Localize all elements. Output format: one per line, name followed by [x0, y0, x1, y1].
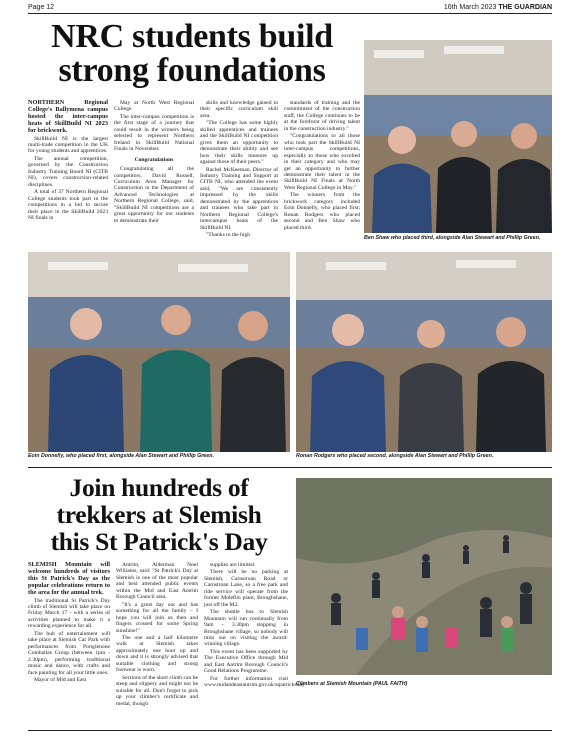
- photo-slemish-climbers: [296, 478, 552, 675]
- paragraph: "It's a great day out and has something for all the family – I hope you will join us then and fingers crossed for some Spring sunshine!": [116, 601, 198, 634]
- paragraph: Mayor of Mid and East: [34, 676, 87, 683]
- story1-headline: [28, 20, 356, 88]
- story1-column-2: [114, 100, 194, 248]
- paragraph: Congratulating all the competitors, David Russell, Curriculum Area Manager for Construction in the Department of Advanced Technologies at Northern Regional College, said, "SkillBuild NI competitions are a great opportunity for our students to demonstrate their: [114, 166, 194, 224]
- paragraph: There will be no parking at Slemish, Carnstroan Road or Carnstroan Lane, so a free park and ride service will operate from the former Moleflin plant, Broughshane, just off the M2.: [204, 569, 288, 608]
- paragraph: This event has been supported by The Executive Office through Mid and East Antrim Borough Council's Good Relations Programme.: [204, 648, 288, 675]
- paragraph: The traditional St Patrick's Day climb of Slemish will take place on Friday March 17 - with a series of activities planned to make it a rewarding experience for all.: [28, 597, 110, 630]
- paragraph: "Thanks to the high: [206, 232, 251, 239]
- photo-ronan-rodgers: [296, 252, 552, 452]
- paragraph: "The College has some highly skilled apprentices and trainees and the SkillBuild NI competition gives them an opportunity to demonstrate their ability and see how their skills measure up against those of their peers.": [200, 120, 278, 166]
- paragraph: The winners from the brickwork category included Eoin Donnelly, who placed first; Ronan Rodgers who placed second and Ben Shaw who placed third.: [284, 192, 360, 231]
- paragraph: For further information visit www.midandeastantrim.gov.uk/stpatricksday: [204, 675, 305, 689]
- paragraph: "Congratulations to all those who took part the SkillBuild NI inter-campus competitions, especially to those who excelled in their category and who may get an opportunity to further demonstrate their talent in the SkillBuild NI Finals at North West Regional College in May.": [284, 133, 360, 191]
- paragraph: skills and knowledge gained in their specific curriculum skill area.: [200, 100, 278, 119]
- story2-headline-line2: trekkers at Slemish: [56, 500, 262, 529]
- story2-column-2: [116, 562, 198, 730]
- story2-standfirst: SLEMISH Mountain will welcome hundreds of visitors this St Patrick's Day as the popular celebrations return to the area for the annual trek.: [28, 561, 110, 596]
- paragraph: A total of 37 Northern Regional College students took part in the competitions in a bid to secure their place in the SkillBuild 2023 NI finals in: [28, 189, 108, 221]
- footer-rule: [28, 730, 552, 731]
- paragraph: The one and a half kilometre walk at Slemish takes approximately one hour up and down and it is strongly advised that suitable clothing and strong footwear is worn.: [116, 634, 198, 674]
- paragraph: SkillBuild NI is the largest multi-trade competition in the UK for young students and apprentices.: [28, 135, 108, 155]
- paragraph: Rachel McKeeman, Director of Industry Training and Support at CITB NI, who attended the event said, "We are consistently impressed by the skills demonstrated by the apprentices and trainees who take part in Northern Regional College's intercampus heats of the SkillBuild NI.: [200, 166, 278, 231]
- story1-column-3: [200, 100, 278, 248]
- paragraph: Sections of the short climb can be steep and slippery and might not be suitable for all. Don't forget to pick up your climber's certificate and medal, though: [116, 674, 198, 707]
- header-rule: [28, 13, 552, 14]
- story2-headline: [28, 474, 290, 555]
- caption-slemish: Climbers at Slemish Mountain (PAUL FAITH): [296, 681, 408, 687]
- story1-headline-line1: NRC students build: [51, 18, 333, 55]
- paragraph: standards of training and the commitment of the construction staff, the College continues to be at the forefront of driving talent in the construction industry.": [284, 100, 360, 132]
- page-number: Page 12: [28, 4, 55, 11]
- caption-ben-shaw: Ben Shaw who placed third, alongside Alan Stewart and Phillip Green.: [364, 235, 541, 241]
- paragraph: The annual competition, governed by the Construction Industry Training Board NI (CITB NI), covers construction-related disciplines.: [28, 155, 108, 188]
- story2-headline-line1: Join hundreds of: [69, 473, 249, 502]
- photo-eoin-donnelly: [28, 252, 290, 452]
- issue-date-and-title: [444, 4, 552, 11]
- paragraph: Antrim, Alderman Noel Williams, said: "St Patrick's Day at Slemish is one of the most popular and best attended public events within the Mid and East Antrim Borough Council area.: [116, 562, 198, 601]
- caption-ronan-rodgers: Ronan Rodgers who placed second, alongside Alan Stewart and Phillip Green.: [296, 453, 494, 459]
- crosshead: Congratulations: [134, 156, 174, 163]
- paragraph: The shuttle bus to Slemish Mountain will run continually from 9am – 3.30pm stopping in Broughshane village, so nobody will miss out on visiting the award-winning village.: [204, 609, 288, 648]
- publication-name: THE GUARDIAN: [498, 4, 552, 11]
- paragraph: The inter-campus competition is the first stage of a journey that could result in the winners being selected to represent Northern Ireland in SkillBuild National Finals in November.: [114, 113, 194, 153]
- story1-standfirst: NORTHERN Regional College's Ballymena campus hosted the inter-campus heats of SkillBuild NI 2023 for brickwork.: [28, 99, 108, 134]
- story2-column-1: [28, 562, 110, 730]
- issue-date: 16th March 2023: [443, 4, 497, 11]
- story2-headline-line3: this St Patrick's Day: [50, 527, 268, 556]
- story1-column-1: [28, 100, 108, 248]
- paragraph: May at North West Regional College.: [114, 100, 194, 113]
- story1-column-4: [284, 100, 360, 248]
- paragraph: The hub of entertainment will take place at Slemish Car Park with performances from Portglenone Comhaltas Group (between 1pm - 2.30pm), performing traditional music and dance, with crafts and face painting for all your little ones.: [28, 630, 110, 676]
- photo-ben-shaw: [364, 40, 552, 233]
- paragraph: supplies are limited.: [210, 562, 256, 568]
- story-divider: [28, 467, 552, 468]
- caption-eoin-donnelly: Eoin Donnelly, who placed first, alongside Alan Stewart and Phillip Green.: [28, 453, 214, 459]
- story2-column-3: [204, 562, 305, 730]
- story1-headline-line2: strong foundations: [58, 52, 326, 89]
